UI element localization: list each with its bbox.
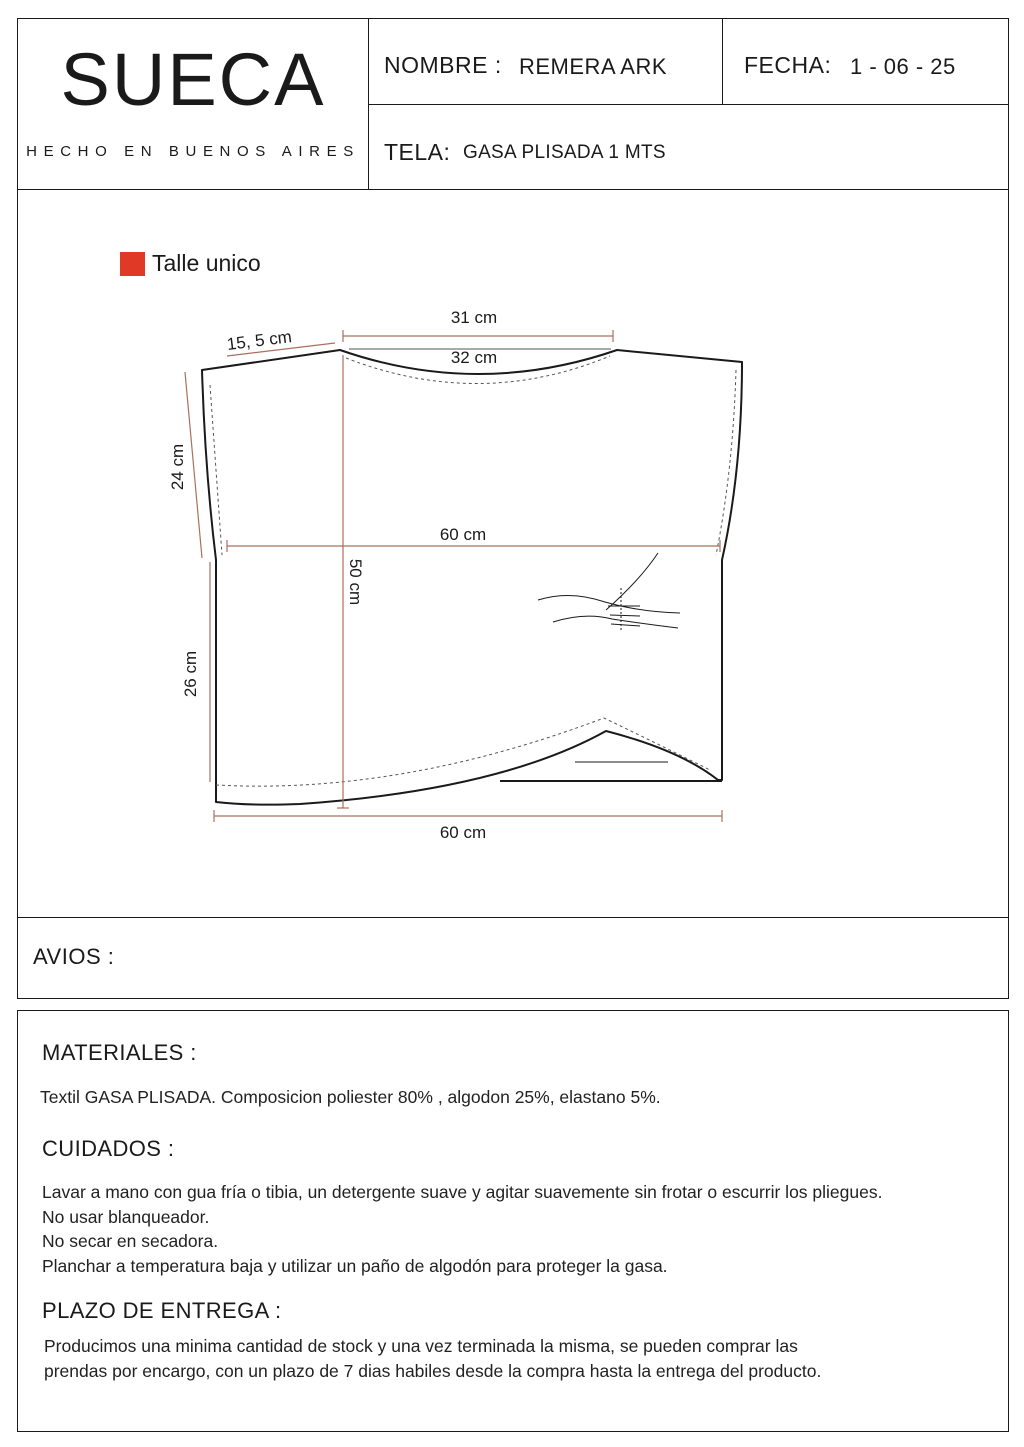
cuidados-list bbox=[42, 1180, 882, 1278]
materiales-text: Textil GASA PLISADA. Composicion poliester 80% , algodon 25%, elastano 5%. bbox=[40, 1087, 661, 1107]
avios-label: AVIOS : bbox=[33, 944, 115, 969]
measure-hem-width: 60 cm bbox=[439, 823, 487, 842]
fecha-label: FECHA: bbox=[744, 52, 832, 78]
measure-side-length: 26 cm bbox=[181, 650, 200, 698]
brand-logo: SUECA bbox=[60, 38, 326, 121]
plazo-text bbox=[44, 1334, 821, 1383]
fecha-value: 1 - 06 - 25 bbox=[850, 54, 956, 79]
garment-outline bbox=[202, 350, 742, 805]
measure-neck-width: 31 cm bbox=[450, 308, 498, 327]
materiales-title: MATERIALES : bbox=[42, 1040, 197, 1065]
measure-bust-width: 60 cm bbox=[439, 525, 487, 544]
size-label: Talle unico bbox=[152, 250, 261, 276]
cuidados-line: Lavar a mano con gua fría o tibia, un detergente suave y agitar suavemente sin frotar o escurrir los pliegues. bbox=[42, 1182, 883, 1202]
measure-neck-curve: 32 cm bbox=[450, 348, 498, 367]
stitch-lines bbox=[210, 356, 736, 786]
brand-tagline: HECHO EN BUENOS AIRES bbox=[26, 143, 360, 160]
cuidados-line: No usar blanqueador. bbox=[42, 1206, 210, 1227]
cuidados-title: CUIDADOS : bbox=[42, 1136, 175, 1161]
cuidados-line: No secar en secadora. bbox=[42, 1231, 219, 1251]
plazo-title: PLAZO DE ENTREGA : bbox=[42, 1298, 282, 1323]
measure-sleeve-height: 24 cm bbox=[168, 443, 187, 491]
measure-shoulder: 15, 5 cm bbox=[225, 327, 293, 354]
plazo-line: prendas por encargo, con un plazo de 7 dias habiles desde la compra hasta la entrega del producto. bbox=[44, 1360, 822, 1381]
drape-detail bbox=[538, 553, 680, 628]
cuidados-line: Planchar a temperatura baja y utilizar un paño de algodón para proteger la gasa. bbox=[42, 1255, 668, 1276]
plazo-line: Producimos una minima cantidad de stock y una vez terminada la misma, se pueden comprar las bbox=[44, 1336, 798, 1356]
measurement-lines bbox=[185, 330, 722, 822]
measure-total-length: 50 cm bbox=[346, 558, 365, 606]
tela-label: TELA: bbox=[384, 139, 451, 165]
nombre-label: NOMBRE : bbox=[384, 52, 502, 78]
tela-value: GASA PLISADA 1 MTS bbox=[463, 142, 666, 163]
nombre-value: REMERA ARK bbox=[519, 54, 668, 79]
